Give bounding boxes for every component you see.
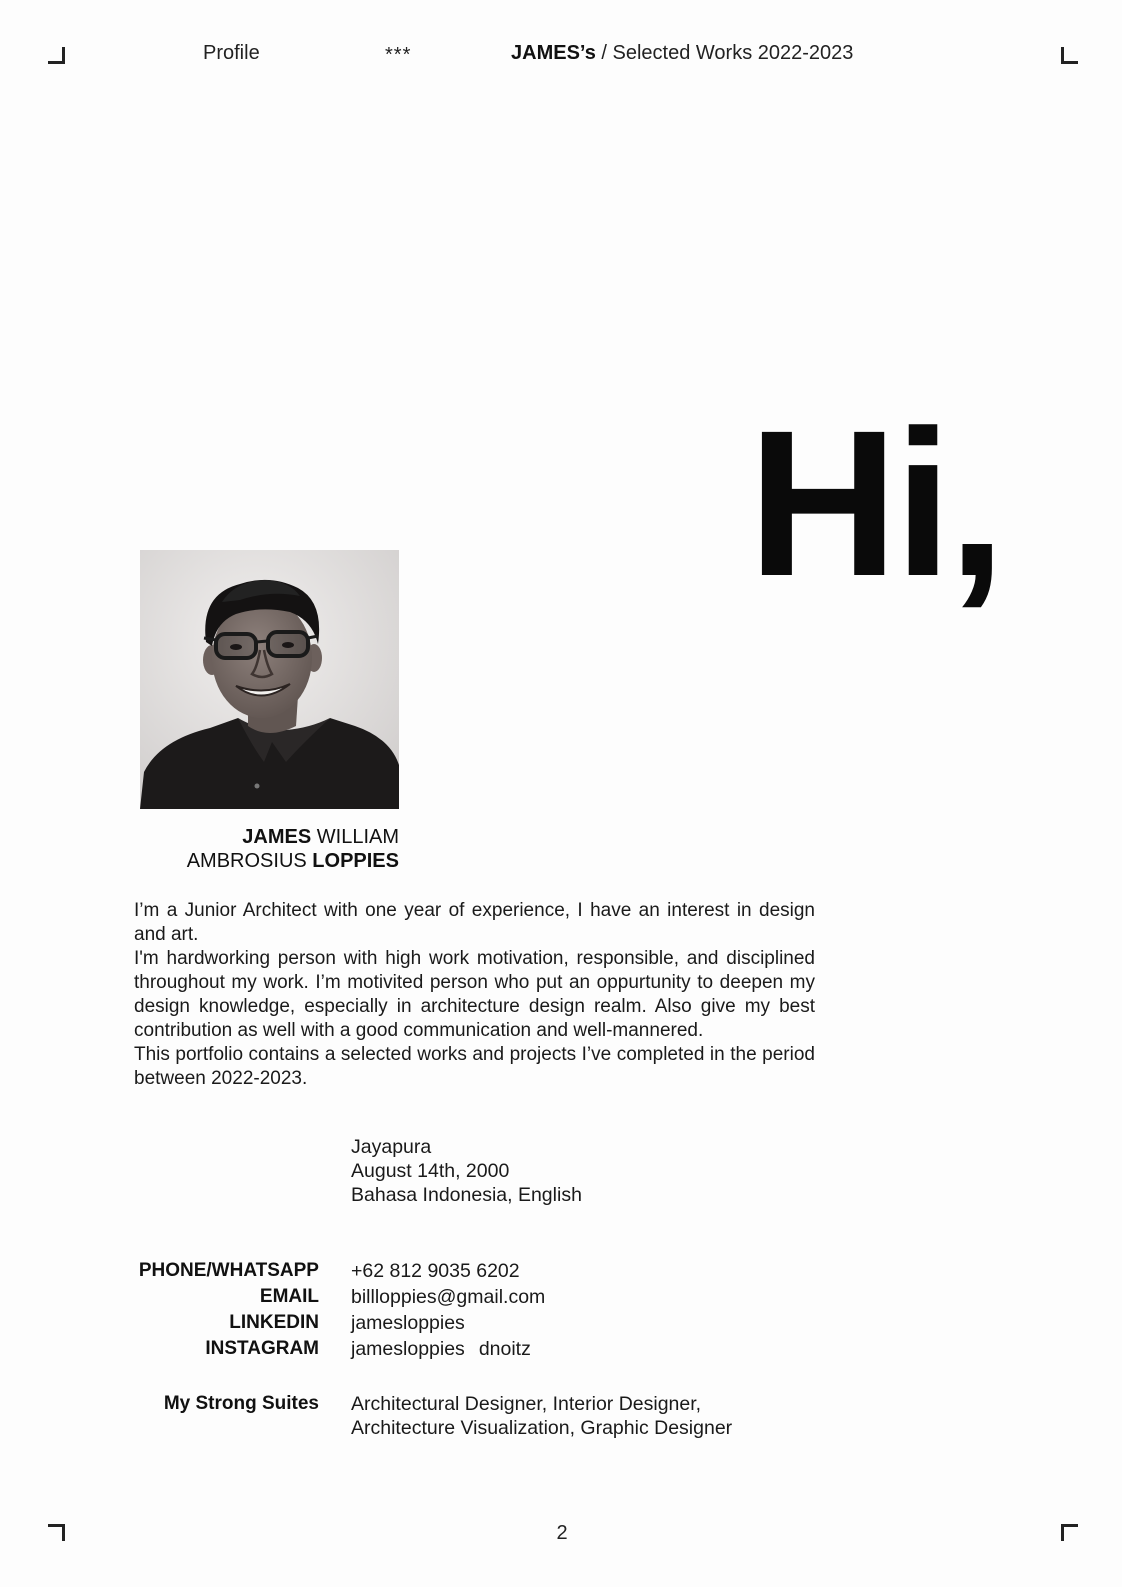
header-title xyxy=(511,42,853,65)
instagram-values xyxy=(351,1336,545,1362)
intro-text xyxy=(134,899,815,1091)
header-slash: / xyxy=(595,42,613,64)
profile-photo xyxy=(140,550,399,809)
header-separator: *** xyxy=(385,44,412,66)
intro-paragraph-1: I’m a Junior Architect with one year of experience, I have an interest in design and art. xyxy=(134,900,815,945)
info-city: Jayapura xyxy=(351,1136,432,1158)
name-first-bold: JAMES xyxy=(242,826,312,848)
instagram-label: INSTAGRAM xyxy=(205,1338,319,1359)
crop-mark-top-right xyxy=(1061,47,1078,64)
header-owner: JAMES’s xyxy=(511,42,596,64)
name-line-1 xyxy=(140,825,399,849)
suites-line-2: Architecture Visualization, Graphic Designer xyxy=(351,1417,733,1439)
name-first-rest: WILLIAM xyxy=(311,826,399,848)
phone-label: PHONE/WHATSAPP xyxy=(138,1260,319,1281)
crop-mark-bottom-left xyxy=(48,1524,65,1541)
name-last-bold: LOPPIES xyxy=(312,850,399,872)
profile-name xyxy=(140,825,399,873)
suites-values xyxy=(351,1392,732,1440)
phone-value: +62 812 9035 6202 xyxy=(351,1260,520,1282)
header-subtitle: Selected Works 2022-2023 xyxy=(612,42,854,64)
suites-line-1: Architectural Designer, Interior Designer, xyxy=(351,1393,702,1415)
personal-info xyxy=(351,1135,582,1207)
contact-values xyxy=(351,1258,545,1362)
greeting-heading: Hi, xyxy=(748,388,1002,620)
page-number: 2 xyxy=(556,1522,568,1544)
info-birthdate: August 14th, 2000 xyxy=(351,1160,510,1182)
header-section-label: Profile xyxy=(203,42,260,64)
instagram-value-1: jamesloppies xyxy=(351,1338,465,1360)
name-line-2 xyxy=(140,849,399,873)
crop-mark-bottom-right xyxy=(1061,1524,1078,1541)
linkedin-label: LINKEDIN xyxy=(229,1312,319,1333)
crop-mark-top-left xyxy=(48,47,65,64)
info-languages: Bahasa Indonesia, English xyxy=(351,1184,582,1206)
intro-paragraph-3: This portfolio contains a selected works and projects I’ve completed in the period between 2022-2023. xyxy=(134,1044,815,1089)
contact-labels xyxy=(100,1258,319,1362)
name-last-rest: AMBROSIUS xyxy=(186,850,313,872)
email-value: billloppies@gmail.com xyxy=(351,1286,546,1308)
instagram-value-2: dnoitz xyxy=(478,1338,531,1360)
portrait-image xyxy=(140,550,399,809)
suites-label: My Strong Suites xyxy=(163,1393,319,1414)
email-label: EMAIL xyxy=(259,1286,319,1307)
intro-paragraph-2: I'm hardworking person with high work motivation, responsible, and disciplined throughout my work. I’m motivited person who put an oppurtunity to deepen my design knowledge, especially in architecture design realm. Also give my best contribution as well with a good communication and well-mannered. xyxy=(134,948,815,1041)
linkedin-value: jamesloppies xyxy=(351,1312,465,1334)
